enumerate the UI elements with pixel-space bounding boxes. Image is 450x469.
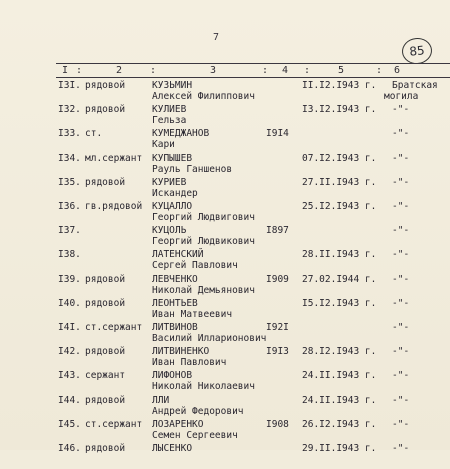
record-number: I44. — [58, 394, 81, 406]
header-rule-top — [56, 63, 450, 64]
record-burial-place: -"- — [392, 273, 410, 285]
header-col-1: I — [62, 65, 69, 76]
record-surname: КУЦОЛЬ — [152, 225, 187, 237]
record-rank: сержант — [85, 370, 126, 382]
record-given-name: Гельза — [152, 115, 187, 127]
record-death-date: II.I2.I943 г. — [302, 80, 377, 91]
record-surname: ЛЫСЕНКО — [152, 443, 193, 454]
record-number: I39. — [58, 273, 81, 285]
record-given-name: Иван Павлович — [152, 357, 227, 369]
record-birth-year: I897 — [266, 225, 289, 237]
record-number: I36. — [58, 201, 81, 212]
record-birth-year: I92I — [266, 322, 289, 333]
record-rank: гв.рядовой — [85, 201, 143, 212]
header-col-2: 2 — [116, 65, 123, 76]
table-row — [0, 419, 450, 445]
record-given-name: Алексей Филиппович — [152, 91, 255, 102]
table-row — [0, 298, 450, 324]
table-row — [0, 370, 450, 396]
header-sep: : — [76, 65, 83, 76]
page-number: 7 — [213, 32, 220, 43]
record-death-date: 26.I2.I943 г. — [302, 418, 377, 430]
record-number: I32. — [58, 104, 81, 116]
record-surname: КУЛИЕВ — [152, 104, 187, 116]
header-col-5: 5 — [338, 65, 345, 76]
record-number: I3I. — [58, 80, 81, 91]
record-surname: ЛИТВИНЕНКО — [152, 346, 210, 358]
record-rank: рядовой — [85, 80, 126, 91]
record-surname: ЛЕВЧЕНКО — [152, 273, 198, 285]
record-surname: ЛАТЕНСКИЙ — [152, 249, 204, 261]
record-death-date: I3.I2.I943 г. — [302, 104, 377, 116]
record-given-name: Кари — [152, 139, 175, 151]
record-given-name: Искандер — [152, 187, 198, 199]
record-burial-place: -"- — [392, 322, 410, 333]
record-death-date: I5.I2.I943 г. — [302, 297, 377, 309]
record-surname: ЛИТВИНОВ — [152, 322, 198, 333]
record-rank: рядовой — [85, 346, 126, 358]
table-row — [0, 322, 450, 348]
record-death-date: 28.I2.I943 г. — [302, 346, 377, 358]
record-number: I43. — [58, 370, 81, 382]
record-surname: КУРИЕВ — [152, 176, 187, 188]
header-sep: : — [376, 65, 383, 76]
table-row — [0, 153, 450, 179]
record-rank: рядовой — [85, 443, 126, 454]
header-col-4: 4 — [282, 65, 289, 76]
record-given-name: Николай Николаевич — [152, 381, 255, 393]
record-burial-place-line2: могила — [384, 91, 419, 102]
record-death-date: 28.II.I943 г. — [302, 249, 377, 261]
header-rule-bottom — [56, 77, 450, 78]
table-row — [0, 225, 450, 251]
record-death-date: 25.I2.I943 г. — [302, 201, 377, 212]
record-rank: рядовой — [85, 297, 126, 309]
record-number: I38. — [58, 249, 81, 261]
record-rank: ст.сержант — [85, 322, 143, 333]
record-rank: рядовой — [85, 394, 126, 406]
record-burial-place: -"- — [392, 128, 410, 140]
record-given-name: Сергей Павлович — [152, 260, 238, 272]
record-surname: ЛЛИ — [152, 394, 170, 406]
record-number: I37. — [58, 225, 81, 237]
record-death-date: 27.02.I944 г. — [302, 273, 377, 285]
record-burial-place: -"- — [392, 176, 410, 188]
record-number: I46. — [58, 443, 81, 454]
header-col-3: 3 — [210, 65, 217, 76]
record-given-name: Андрей Федорович — [152, 405, 244, 417]
table-row — [0, 346, 450, 372]
header-sep: : — [304, 65, 311, 76]
record-given-name: Иван Матвеевич — [152, 308, 233, 320]
record-number: I33. — [58, 128, 81, 140]
record-given-name: Николай Демьянович — [152, 284, 255, 296]
record-number: I45. — [58, 418, 81, 430]
table-row — [0, 104, 450, 130]
table-row — [0, 249, 450, 275]
header-col-6: 6 — [394, 65, 401, 76]
record-surname: ЛЕОНТЬЕВ — [152, 297, 198, 309]
record-rank: рядовой — [85, 176, 126, 188]
record-surname: ЛИФОНОВ — [152, 370, 193, 382]
record-surname: КУМЕДЖАНОВ — [152, 128, 210, 140]
table-row — [0, 395, 450, 421]
header-sep: : — [262, 65, 269, 76]
record-birth-year: I909 — [266, 273, 289, 285]
record-rank: ст. — [85, 128, 103, 140]
record-burial-place: -"- — [392, 225, 410, 237]
record-rank: рядовой — [85, 273, 126, 285]
table-row — [0, 80, 450, 106]
table-row — [0, 274, 450, 300]
record-burial-place: Братская — [392, 80, 438, 91]
record-surname: КУПЫШЕВ — [152, 152, 193, 164]
record-given-name: Георгий Людвигович — [152, 212, 255, 223]
table-row — [0, 443, 450, 469]
record-number: I34. — [58, 152, 81, 164]
record-rank: ст.сержант — [85, 418, 143, 430]
record-death-date: 24.II.I943 г. — [302, 394, 377, 406]
record-surname: КУЦАЛЛО — [152, 201, 193, 212]
record-burial-place: -"- — [392, 370, 410, 382]
record-rank: рядовой — [85, 104, 126, 116]
record-death-date: 29.II.I943 г. — [302, 443, 377, 454]
record-burial-place: -"- — [392, 249, 410, 261]
record-number: I4I. — [58, 322, 81, 333]
record-given-name: Семен Сергеевич — [152, 429, 238, 441]
record-given-name: Георгий Людвикович — [152, 236, 255, 248]
record-burial-place: -"- — [392, 201, 410, 212]
record-death-date: 27.II.I943 г. — [302, 176, 377, 188]
record-birth-year: I9I3 — [266, 346, 289, 358]
table-row — [0, 177, 450, 203]
table-row — [0, 128, 450, 154]
record-death-date: 07.I2.I943 г. — [302, 152, 377, 164]
header-sep: : — [150, 65, 157, 76]
record-burial-place: -"- — [392, 443, 410, 454]
table-row — [0, 201, 450, 227]
record-number: I40. — [58, 297, 81, 309]
record-number: I35. — [58, 176, 81, 188]
record-burial-place: -"- — [392, 297, 410, 309]
record-given-name: Рауль Ганшенов — [152, 163, 233, 175]
record-number: I42. — [58, 346, 81, 358]
record-burial-place: -"- — [392, 418, 410, 430]
record-burial-place: -"- — [392, 104, 410, 116]
record-death-date: 24.II.I943 г. — [302, 370, 377, 382]
record-burial-place: -"- — [392, 346, 410, 358]
record-surname: ЛОЗАРЕНКО — [152, 418, 204, 430]
record-rank: мл.сержант — [85, 152, 143, 164]
record-burial-place: -"- — [392, 394, 410, 406]
record-birth-year: I9I4 — [266, 128, 289, 140]
record-given-name: Василий Илларионович — [152, 333, 267, 344]
record-birth-year: I908 — [266, 418, 289, 430]
record-surname: КУЗЬМИН — [152, 80, 193, 91]
archive-stamp-number: 85 — [401, 37, 434, 66]
record-burial-place: -"- — [392, 152, 410, 164]
